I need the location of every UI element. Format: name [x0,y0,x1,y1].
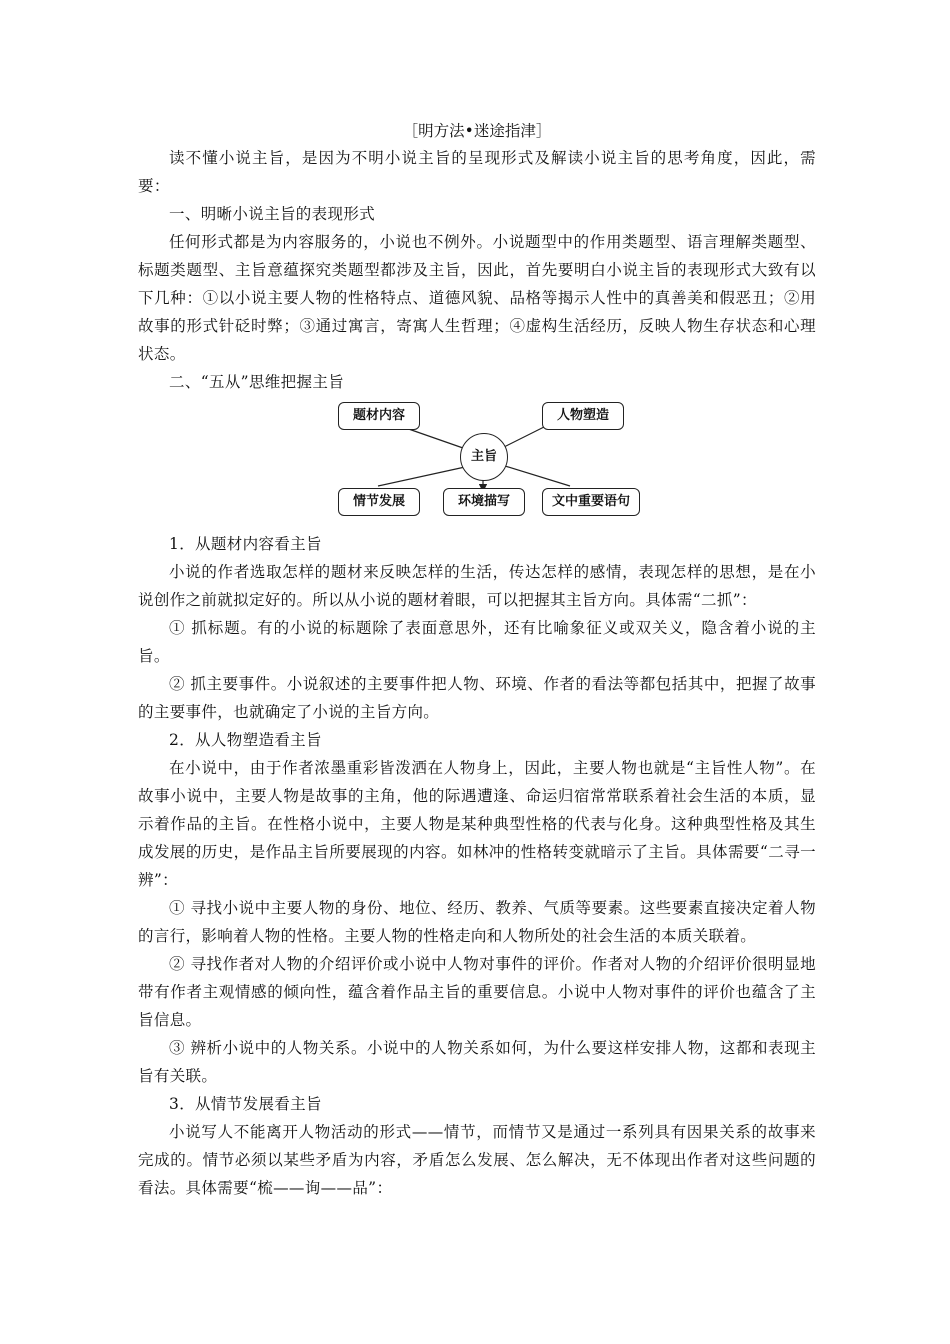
section-title: ［明方法•迷途指津］ [402,122,552,140]
node-key-sentences: 文中重要语句 [542,488,640,516]
intro-paragraph: 读不懂小说主旨，是因为不明小说主旨的呈现形式及解读小说主旨的思考角度，因此，需要： [138,149,816,195]
s3-body: 小说写人不能离开人物活动的形式——情节，而情节又是通过一系列具有因果关系的故事来完成的。情节必须以某些矛盾为内容，矛盾怎么发展、怎么解决，无不体现出作者对这些问题的看法。具体需要“梳——询——品”： [138,1123,816,1197]
part1-body: 任何形式都是为内容服务的，小说也不例外。小说题型中的作用类题型、语言理解类题型、标题类题型、主旨意蕴探究类题型都涉及主旨，因此，首先要明白小说主旨的表现形式大致有以下几种：①以小说主要人物的性格特点、道德风貌、品格等揭示人性中的真善美和假恶丑；②用故事的形式针砭时弊；③通过寓言，寄寓人生哲理；④虚构生活经历，反映人物生存状态和心理状态。 [138,233,816,363]
five-perspectives-diagram [138,400,816,528]
s2-item-1: ① 寻找小说中主要人物的身份、地位、经历、教养、气质等要素。这些要素直接决定着人物的言行，影响着人物的性格。主要人物的性格走向和人物所处的社会生活的本质关联着。 [138,899,816,945]
node-plot-development: 情节发展 [338,488,420,516]
node-environment-description: 环境描写 [443,488,525,516]
document-page [138,118,816,1202]
s1-item-1: ① 抓标题。有的小说的标题除了表面意思外，还有比喻象征义或双关义，隐含着小说的主旨。 [138,619,816,665]
connector-plot [378,467,465,486]
part1-heading: 一、明晰小说主旨的表现形式 [169,205,376,223]
node-character-building: 人物塑造 [542,402,624,430]
node-topic-content: 题材内容 [338,402,420,430]
s1-heading: 1．从题材内容看主旨 [169,535,322,553]
connector-character [504,426,546,447]
s3-heading: 3．从情节发展看主旨 [169,1095,322,1113]
s2-body: 在小说中，由于作者浓墨重彩皆泼洒在人物身上，因此，主要人物也就是“主旨性人物”。在故事小说中，主要人物是故事的主角，他的际遇遭逢、命运归宿常常联系着社会生活的本质，显示着作品的主旨。在性格小说中，主要人物是某种典型性格的代表与化身。这种典型性格及其生成发展的历史，是作品主旨所要展现的内容。如林冲的性格转变就暗示了主旨。具体需要“二寻一辨”： [138,759,816,889]
node-theme-center: 主旨 [460,433,508,481]
s2-heading: 2．从人物塑造看主旨 [169,731,322,749]
s1-body: 小说的作者选取怎样的题材来反映怎样的生活，传达怎样的感情，表现怎样的思想，是在小说创作之前就拟定好的。所以从小说的题材着眼，可以把握其主旨方向。具体需“二抓”： [138,563,816,609]
part2-heading: 二、“五从”思维把握主旨 [169,373,345,391]
connector-sentences [505,466,570,486]
s1-item-2: ② 抓主要事件。小说叙述的主要事件把人物、环境、作者的看法等都包括其中，把握了故事的主要事件，也就确定了小说的主旨方向。 [138,675,816,721]
s2-item-2: ② 寻找作者对人物的介绍评价或小说中人物对事件的评价。作者对人物的介绍评价很明显地带有作者主观情感的倾向性，蕴含着作品主旨的重要信息。小说中人物对事件的评价也蕴含了主旨信息。 [138,955,816,1029]
s2-item-3: ③ 辨析小说中的人物关系。小说中的人物关系如何，为什么要这样安排人物，这都和表现主旨有关联。 [138,1039,816,1085]
